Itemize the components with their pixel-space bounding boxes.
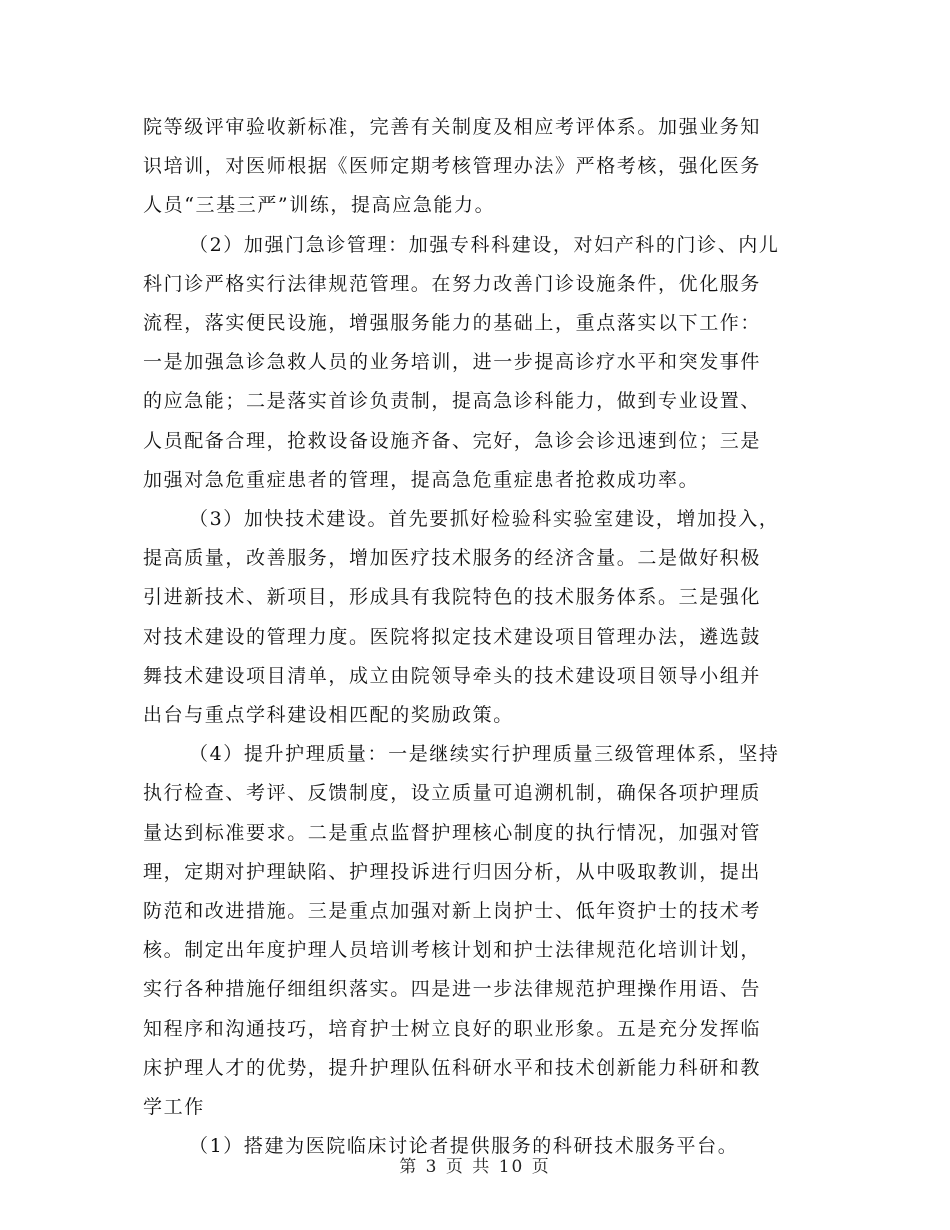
text-line: 的应急能；二是落实首诊负责制，提高急诊科能力，做到专业设置、 xyxy=(143,390,762,413)
text-line: （3）加快技术建设。首先要抓好检验科实验室建设，增加投入， xyxy=(189,508,780,531)
text-line: 引进新技术、新项目，形成具有我院特色的技术服务体系。三是强化 xyxy=(143,586,762,609)
paragraph xyxy=(143,108,803,226)
text-line: 防范和改进措施。三是重点加强对新上岗护士、低年资护士的技术考 xyxy=(143,900,762,923)
text-line: 识培训，对医师根据《医师定期考核管理办法》严格考核，强化医务 xyxy=(143,155,762,178)
paragraph xyxy=(143,226,803,500)
text-line: 人员配备合理，抢救设备设施齐备、完好，急诊会诊迅速到位；三是 xyxy=(143,429,762,452)
paragraph xyxy=(143,735,803,1127)
page-footer: 第 3 页 共 10 页 xyxy=(399,1157,551,1177)
text-line: 一是加强急诊急救人员的业务培训，进一步提高诊疗水平和突发事件 xyxy=(143,351,762,374)
paragraph xyxy=(143,500,803,735)
text-line: 对技术建设的管理力度。医院将拟定技术建设项目管理办法，遴选鼓 xyxy=(143,625,762,648)
text-line: 人员“三基三严”训练，提高应急能力。 xyxy=(143,194,496,217)
text-line: 量达到标准要求。二是重点监督护理核心制度的执行情况，加强对管 xyxy=(143,821,762,844)
text-line: 床护理人才的优势，提升护理队伍科研水平和技术创新能力科研和教 xyxy=(143,1056,762,1079)
text-line: 舞技术建设项目清单，成立由院领导牵头的技术建设项目领导小组并 xyxy=(143,664,762,687)
text-line: 出台与重点学科建设相匹配的奖励政策。 xyxy=(143,704,514,727)
text-line: 实行各种措施仔细组织落实。四是进一步法律规范护理操作用语、告 xyxy=(143,978,762,1001)
text-line: 加强对急危重症患者的管理，提高急危重症患者抢救成功率。 xyxy=(143,468,700,491)
text-line: 知程序和沟通技巧，培育护士树立良好的职业形象。五是充分发挥临 xyxy=(143,1017,762,1040)
text-line: 流程，落实便民设施，增强服务能力的基础上，重点落实以下工作： xyxy=(143,312,762,335)
text-line: 院等级评审验收新标准，完善有关制度及相应考评体系。加强业务知 xyxy=(143,116,762,138)
text-line: 执行检查、考评、反馈制度，设立质量可追溯机制，确保各项护理质 xyxy=(143,782,762,805)
text-line: 科门诊严格实行法律规范管理。在努力改善门诊设施条件，优化服务 xyxy=(143,272,762,295)
text-line: （1）搭建为医院临床讨论者提供服务的科研技术服务平台。 xyxy=(189,1135,739,1158)
text-line: 核。制定出年度护理人员培训考核计划和护士法律规范化培训计划， xyxy=(143,939,762,962)
text-line: （4）提升护理质量：一是继续实行护理质量三级管理体系，坚持 xyxy=(189,743,780,766)
text-line: （2）加强门急诊管理：加强专科科建设，对妇产科的门诊、内儿 xyxy=(189,233,780,256)
text-line: 理，定期对护理缺陷、护理投诉进行归因分析，从中吸取教训，提出 xyxy=(143,860,762,883)
document-body xyxy=(143,108,803,1166)
text-line: 学工作 xyxy=(143,1096,205,1119)
text-line: 提高质量，改善服务，增加医疗技术服务的经济含量。二是做好积极 xyxy=(143,547,762,570)
